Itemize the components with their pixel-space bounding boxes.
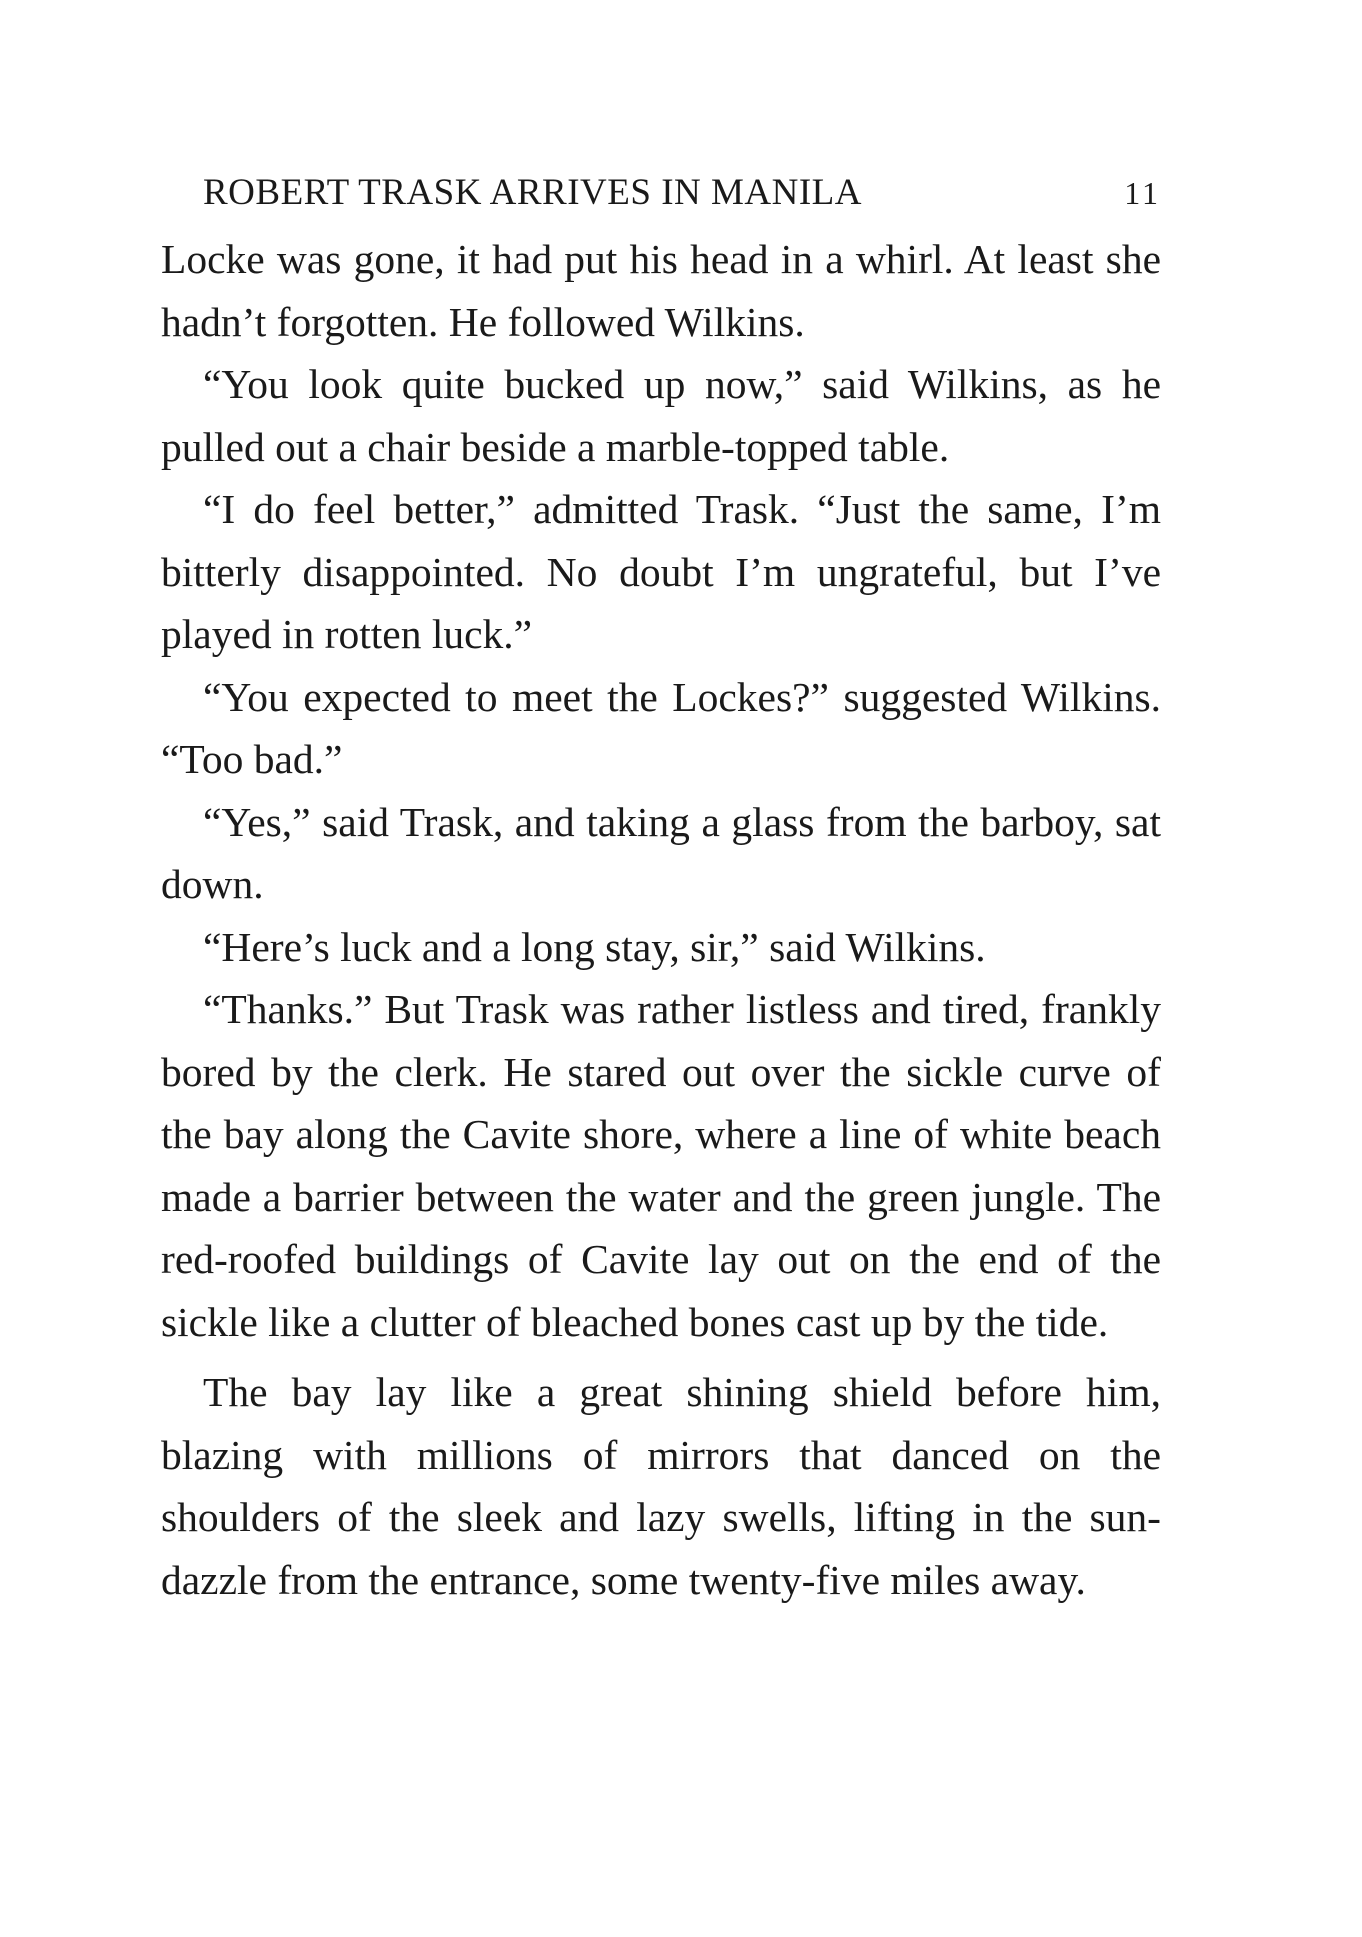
paragraph: “Thanks.” But Trask was rather listless and tired, frankly bored by the clerk. He stared out over the sickle curve of the bay along the Cavite shore, where a line of white beach made a barrier between the water and the green jungle. The red-roofed buildings of Cavite lay out on the end of the sickle like a clutter of bleached bones cast up by the tide. xyxy=(161,986,1161,1345)
running-head xyxy=(161,168,1161,218)
paragraph: “You expected to meet the Lockes?” suggested Wilkins. “Too bad.” xyxy=(161,673,1161,782)
book-page xyxy=(161,168,1161,1611)
paragraph: “You look quite bucked up now,” said Wilkins, as he pulled out a chair beside a marble-topped table. xyxy=(161,361,1161,470)
body-text xyxy=(161,228,1161,1611)
page-number: 11 xyxy=(1124,175,1161,211)
paragraph: The bay lay like a great shining shield before him, blazing with millions of mirrors that danced on the shoulders of the sleek and lazy swells, lifting in the sundazzle from the entrance, some twenty-five miles away. xyxy=(161,1369,1161,1603)
paragraph: Locke was gone, it had put his head in a whirl. At least she hadn’t forgotten. He followed Wilkins. xyxy=(161,236,1161,345)
running-title: ROBERT TRASK ARRIVES IN MANILA xyxy=(203,172,862,213)
paragraph: “I do feel better,” admitted Trask. “Just the same, I’m bitterly disappointed. No doubt I’m ungrateful, but I’ve played in rotten luck.” xyxy=(161,486,1161,657)
paragraph: “Here’s luck and a long stay, sir,” said Wilkins. xyxy=(203,923,986,970)
paragraph: “Yes,” said Trask, and taking a glass from the barboy, sat down. xyxy=(161,798,1161,907)
